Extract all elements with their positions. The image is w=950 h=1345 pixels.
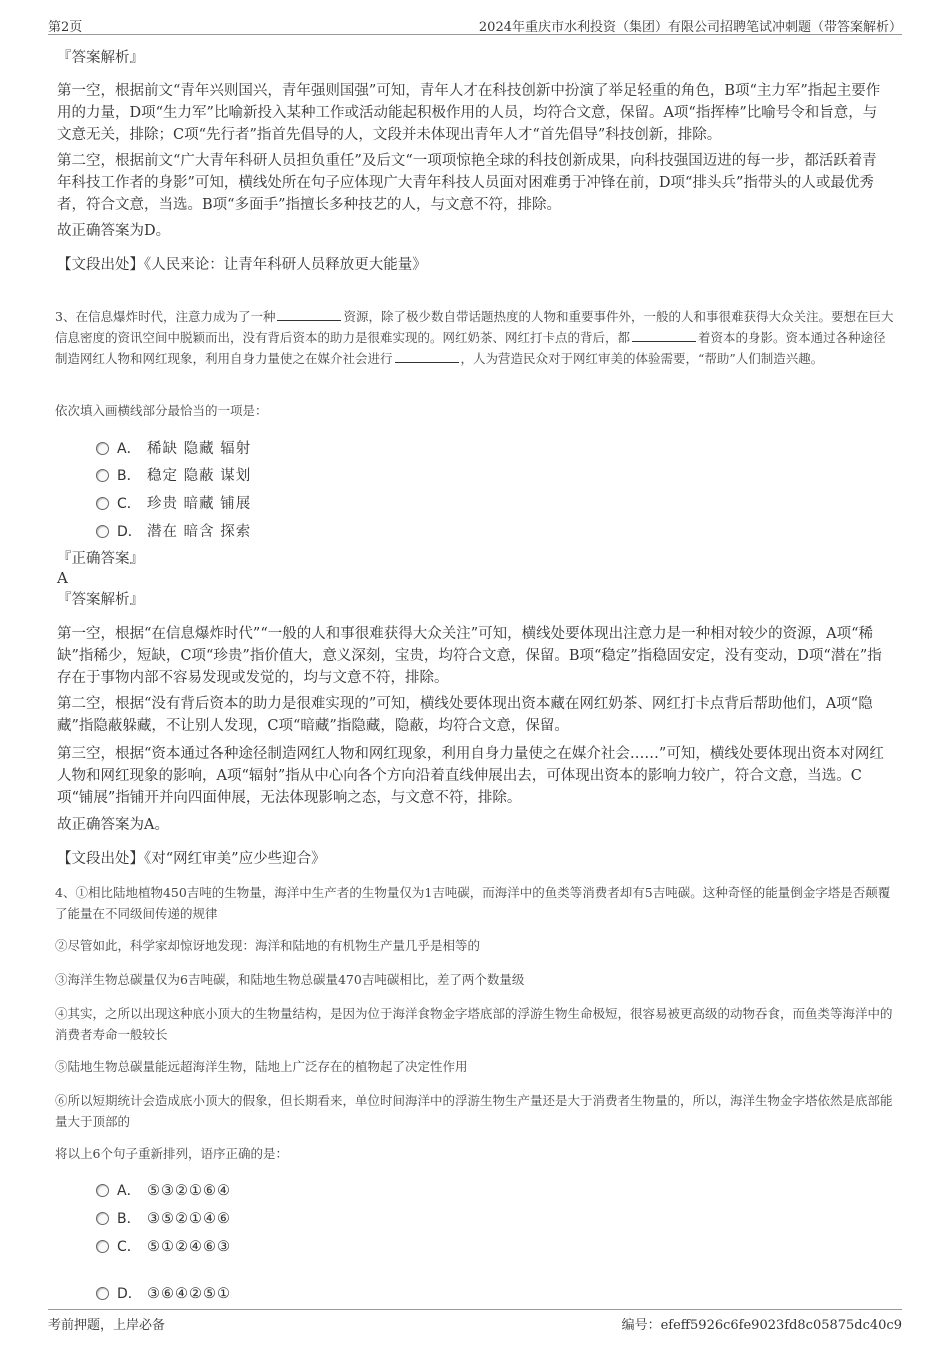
- q4-sentence-2: ②尽管如此，科学家却惊讶地发现：海洋和陆地的有机物生产量几乎是相等的: [55, 938, 481, 953]
- q3-prompt: 依次填入画横线部分最恰当的一项是：: [55, 403, 268, 418]
- radio-icon[interactable]: [96, 1184, 109, 1197]
- q4-sentence-3: ③海洋生物总碳量仅为6吉吨碳，和陆地生物总碳量470吉吨碳相比，差了两个数量级: [55, 972, 525, 987]
- q2-analysis-p1: 第一空，根据前文“青年兴则国兴，青年强则国强”可知，青年人才在科技创新中扮演了举足轻重的角色，B项“主力军”指起主要作用的力量，D项“生力军”比喻新投入某种工作或活动能起积极作用的人员，均符合文意，保留。A项“指挥棒”比喻号令和旨意，与文意无关，排除；C项“先行者”指首先倡导的人，文段并未体现出青年人才“首先倡导”科技创新，排除。: [57, 83, 881, 143]
- blank-3: [395, 350, 459, 363]
- blank-2: [632, 329, 696, 342]
- q3-analysis-label: 『答案解析』: [57, 592, 144, 608]
- q3-analysis-p3: 第三空，根据“资本通过各种途径制造网红人物和网红现象，利用自身力量使之在媒介社会……”可知，横线处要体现出资本对网红人物和网红现象的影响，A项“辐射”指从中心向各个方向沿着直线伸展出去，可体现出资本的影响力较广，符合文意，当选。C项“铺展”指铺开并向四面伸展，无法体现影响之态，与文意不符，排除。: [57, 746, 884, 806]
- q4-prompt: 将以上6个句子重新排列，语序正确的是：: [55, 1146, 288, 1161]
- radio-icon[interactable]: [96, 497, 109, 510]
- page-footer: [48, 1309, 902, 1332]
- q3-stem: 3、在信息爆炸时代，注意力成为了一种 资源，除了极少数自带话题热度的人物和重要事件外，一般的人和事很难获得大众关注。要想在巨大信息密度的资讯空间中脱颖而出，没有背后资本的助力是很难实现的。网红奶茶、网红打卡点的背后，都 着资本的身影。资本通过各种途径制造网红人物和网红现象，利用自身力量使之在媒介社会进行 ，人为营造民众对于网红审美的体验需要，“帮助”人们制造兴趣。: [55, 309, 894, 366]
- radio-icon[interactable]: [96, 1240, 109, 1253]
- q3-option-d[interactable]: D． 潜在 暗含 探索: [96, 520, 251, 540]
- q4-sentence-6: ⑥所以短期统计会造成底小顶大的假象，但长期看来，单位时间海洋中的浮游生物生产量还是大于消费者生物量的，所以，海洋生物金字塔依然是底部能量大于顶部的: [55, 1093, 893, 1129]
- q3-analysis-p1: 第一空，根据“在信息爆炸时代”“一般的人和事很难获得大众关注”可知，横线处要体现出注意力是一种相对较少的资源，A项“稀缺”指稀少，短缺，C项“珍贵”指价值大，意义深刻，宝贵，均符合文意，保留。B项“稳定”指稳固安定，没有变动，D项“潜在”指存在于事物内部不容易发现或发觉的，均与文意不符，排除。: [57, 626, 882, 686]
- q3-answer-label: 『正确答案』: [57, 551, 144, 567]
- radio-icon[interactable]: [96, 1212, 109, 1225]
- page-number: 第2页: [48, 20, 83, 35]
- footer-slogan: 考前押题，上岸必备: [48, 1318, 166, 1333]
- radio-icon[interactable]: [96, 525, 109, 538]
- q3-conclusion: 故正确答案为A。: [57, 817, 169, 833]
- q2-source: 【文段出处】《人民来论：让青年科研人员释放更大能量》: [57, 257, 427, 273]
- q4-option-b[interactable]: B． ③⑤②①④⑥: [96, 1208, 231, 1228]
- q3-option-c[interactable]: C． 珍贵 暗藏 铺展: [96, 492, 251, 512]
- q3-analysis-p2: 第二空，根据“没有背后资本的助力是很难实现的”可知，横线处要体现出资本藏在网红奶茶、网红打卡点背后帮助他们，A项“隐藏”指隐蔽躲藏，不让别人发现，C项“暗藏”指隐藏，隐蔽，均符合文意，保留。: [57, 696, 873, 734]
- q4-sentence-5: ⑤陆地生物总碳量能远超海洋生物，陆地上广泛存在的植物起了决定性作用: [55, 1059, 468, 1074]
- q3-option-b[interactable]: B． 稳定 隐蔽 谋划: [96, 464, 251, 484]
- radio-icon[interactable]: [96, 1287, 109, 1300]
- document-title: 2024年重庆市水利投资（集团）有限公司招聘笔试冲刺题（带答案解析）: [478, 20, 902, 35]
- q4-option-d[interactable]: D． ③⑥④②⑤①: [96, 1283, 231, 1303]
- q3-option-a[interactable]: A． 稀缺 隐藏 辐射: [96, 437, 251, 457]
- q2-conclusion: 故正确答案为D。: [57, 223, 171, 239]
- radio-icon[interactable]: [96, 469, 109, 482]
- radio-icon[interactable]: [96, 442, 109, 455]
- page-header: [48, 14, 902, 35]
- q4-sentence-1: 4、①相比陆地植物450吉吨的生物量，海洋中生产者的生物量仅为1吉吨碳，而海洋中的鱼类等消费者却有5吉吨碳。这种奇怪的能量倒金字塔是否颠覆了能量在不同级间传递的规律: [55, 885, 891, 921]
- document-id: 编号：efeff5926c6fe9023fd8c05875dc40c9: [621, 1318, 902, 1333]
- q3-source: 【文段出处】《对“网红审美”应少些迎合》: [57, 851, 326, 867]
- blank-1: [277, 308, 341, 321]
- q4-sentence-4: ④其实，之所以出现这种底小顶大的生物量结构，是因为位于海洋食物金字塔底部的浮游生物生命极短，很容易被更高级的动物吞食，而鱼类等海洋中的消费者寿命一般较长: [55, 1006, 893, 1042]
- q4-option-c[interactable]: C． ⑤①②④⑥③: [96, 1236, 231, 1256]
- q4-option-a[interactable]: A． ⑤③②①⑥④: [96, 1180, 231, 1200]
- q3-answer: A: [57, 569, 68, 587]
- q2-analysis-p2: 第二空，根据前文“广大青年科研人员担负重任”及后文“一项项惊艳全球的科技创新成果，向科技强国迈进的每一步，都活跃着青年科技工作者的身影”可知，横线处所在句子应体现广大青年科技人员面对困难勇于冲锋在前，D项“排头兵”指带头的人或最优秀者，符合文意，当选。B项“多面手”指擅长多种技艺的人，与文意不符，排除。: [57, 153, 877, 213]
- q2-analysis-label: 『答案解析』: [57, 50, 144, 66]
